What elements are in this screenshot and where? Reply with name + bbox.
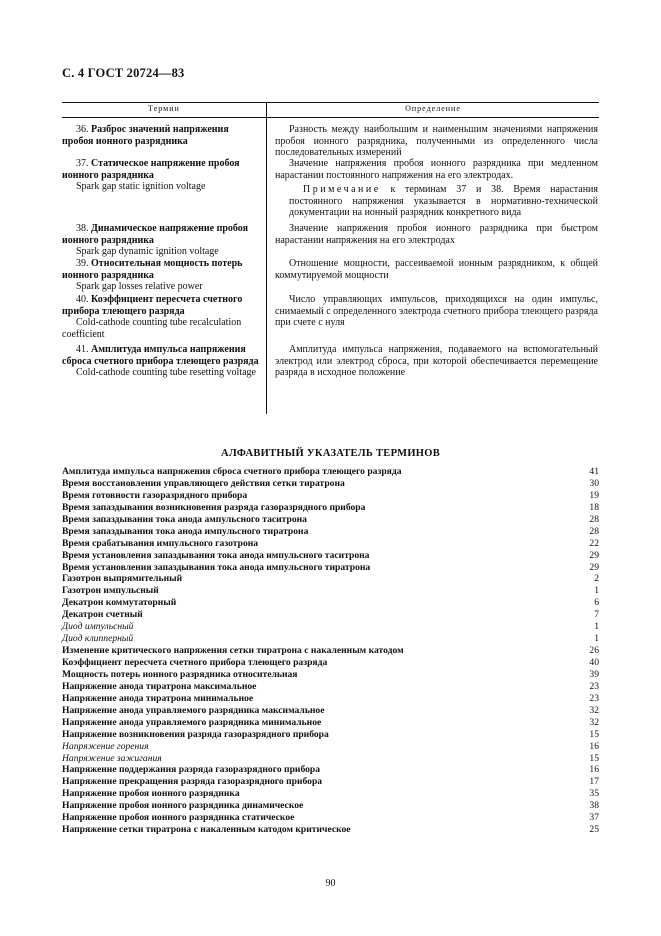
table-column-divider (266, 117, 267, 414)
index-entry-number: 7 (594, 609, 599, 621)
index-entry (62, 466, 599, 478)
term-text: Относительная мощность потерь ионного разрядника (62, 258, 243, 281)
term-40 (62, 294, 262, 340)
index-entry-label: Диод импульсный (62, 621, 134, 633)
index-entry (62, 562, 599, 574)
index-entry-label: Время запаздывания возникновения разряда газоразрядного прибора (62, 501, 366, 513)
index-entry (62, 776, 599, 788)
term-english: Spark gap losses relative power (76, 281, 203, 292)
index-entry-label: Декатрон счетный (62, 609, 143, 621)
index-entry-number: 15 (589, 728, 599, 740)
term-38 (62, 223, 262, 258)
index-entry (62, 621, 599, 633)
term-37 (62, 158, 262, 193)
index-entry (62, 573, 599, 585)
index-entry-label: Время запаздывания тока анода ампульсного таситрона (62, 513, 307, 525)
index-entry (62, 681, 599, 693)
index-entry (62, 705, 599, 717)
index-entry-number: 16 (589, 764, 599, 776)
index-entry-number: 23 (589, 680, 599, 692)
index-entry (62, 764, 599, 776)
index-entry (62, 657, 599, 669)
column-header-term: Термин (148, 104, 180, 113)
index-entry-number: 19 (589, 489, 599, 501)
index-entry-number: 22 (589, 537, 599, 549)
index-entry (62, 717, 599, 729)
index-entry (62, 824, 599, 836)
index-entry-label: Напряжение анода тиратрона максимальное (62, 680, 257, 692)
index-entry-number: 40 (589, 657, 599, 668)
page-header: С. 4 ГОСТ 20724—83 (62, 66, 185, 80)
index-entry (62, 753, 599, 765)
index-list (62, 466, 599, 836)
index-entry (62, 729, 599, 741)
index-entry-label: Декатрон коммутаторный (62, 597, 177, 609)
index-entry-number: 39 (589, 668, 599, 680)
index-entry (62, 800, 599, 812)
index-entry-label: Газотрон импульсный (62, 585, 159, 597)
note-text: к терминам 37 и 38. Время нарастания постоянного напряжения указывается в нормативно-технической документации на ионный разрядник конкретного вида (289, 184, 598, 218)
index-entry-number: 17 (589, 776, 599, 788)
index-entry-number: 1 (594, 621, 599, 633)
index-entry-label: Время срабатывания импульсного газотрона (62, 537, 259, 549)
index-entry (62, 609, 599, 621)
definition-39: Отношение мощности, рассеиваемой ионным разрядником, к общей коммутируемой мощности (275, 258, 598, 281)
index-entry-number: 32 (589, 716, 599, 728)
index-entry-label: Напряжение возникновения разряда газоразрядного прибора (62, 728, 329, 740)
index-entry-number: 28 (589, 525, 599, 537)
index-entry (62, 502, 599, 514)
term-text: Разброс значений напряжения пробоя ионного разрядника (62, 124, 229, 147)
index-entry-label: Напряжение зажигания (62, 752, 162, 764)
term-number: 37. (76, 158, 89, 169)
table-header-rule (62, 117, 599, 118)
column-header-definition: Определение (405, 104, 461, 113)
index-entry-label: Коэффициент пересчета счетного прибора тлеющего разряда (62, 657, 328, 668)
index-entry-number: 15 (589, 752, 599, 764)
index-entry (62, 550, 599, 562)
index-entry (62, 585, 599, 597)
index-entry (62, 669, 599, 681)
index-entry-label: Время готовности газоразрядного прибора (62, 489, 248, 501)
index-entry (62, 490, 599, 502)
index-entry-label: Диод клипперный (62, 633, 134, 645)
index-entry-label: Напряжение пробоя ионного разрядника (62, 788, 240, 800)
index-entry-number: 29 (589, 549, 599, 561)
term-41 (62, 344, 262, 379)
index-entry (62, 597, 599, 609)
table-top-rule (62, 102, 599, 103)
index-entry-number: 35 (589, 788, 599, 800)
index-entry-number: 29 (589, 561, 599, 573)
index-entry-label: Напряжение прекращения разряда газоразрядного прибора (62, 776, 323, 788)
index-entry-label: Напряжение сетки тиратрона с накаленным катодом критическое (62, 824, 351, 836)
index-entry-label: Напряжение анода управляемого разрядника минимальное (62, 716, 322, 728)
index-entry (62, 812, 599, 824)
index-entry-label: Время установления запаздывания тока анода импульсного таситрона (62, 549, 370, 561)
index-entry-label: Напряжение горения (62, 740, 149, 752)
index-entry-label: Время восстановления управляющего действия сетки тиратрона (62, 477, 345, 489)
term-english: Spark gap dynamic ignition voltage (76, 246, 219, 257)
index-entry (62, 478, 599, 490)
term-number: 38. (76, 223, 89, 234)
term-text: Коэффициент пересчета счетного прибора тлеющего разряда (62, 294, 243, 317)
index-entry-number: 28 (589, 513, 599, 525)
definition-41: Амплитуда импульса напряжения, подаваемого на вспомогательный электрод или электрод сброса, при которой обеспечивается перемещение разряда в исходное положение (275, 344, 598, 378)
term-number: 39. (76, 258, 89, 269)
index-entry-number: 1 (594, 633, 599, 645)
index-entry (62, 514, 599, 526)
term-text: Статическое напряжение пробоя ионного разрядника (62, 158, 240, 181)
definition-38: Значение напряжения пробоя ионного разрядника при быстром нарастании напряжения на его электродах (275, 223, 598, 246)
term-english: Spark gap static ignition voltage (76, 181, 206, 192)
index-entry-number: 18 (589, 501, 599, 513)
index-entry-number: 25 (589, 824, 599, 836)
index-entry-label: Газотрон выпрямительный (62, 573, 183, 585)
index-entry-number: 16 (589, 740, 599, 752)
index-entry-number: 26 (589, 645, 599, 657)
index-entry (62, 693, 599, 705)
index-entry-label: Амплитуда импульса напряжения сброса счетного прибора тлеющего разряда (62, 466, 402, 477)
index-entry (62, 741, 599, 753)
term-number: 36. (76, 124, 89, 135)
index-entry-label: Напряжение пробоя ионного разрядника динамическое (62, 800, 304, 812)
index-entry-label: Время запаздывания тока анода импульсного тиратрона (62, 525, 309, 537)
index-entry-label: Напряжение анода тиратрона минимальное (62, 692, 254, 704)
term-text: Динамическое напряжение пробоя ионного разрядника (62, 223, 248, 246)
term-number: 41. (76, 344, 89, 355)
definition-40: Число управляющих импульсов, приходящихся на один импульс, снимаемый с определенного электрода счетного прибора тлеющего разряда при счете с нуля (275, 294, 598, 328)
definition-37: Значение напряжения пробоя ионного разрядника при медленном нарастании постоянного напряжения на его электродах. (275, 158, 598, 181)
index-entry (62, 645, 599, 657)
index-title: АЛФАВИТНЫЙ УКАЗАТЕЛЬ ТЕРМИНОВ (220, 448, 441, 459)
note-37-38 (275, 184, 598, 219)
term-text: Амплитуда импульса напряжения сброса счетного прибора тлеющего разряда (62, 344, 259, 367)
note-label: Примечание (303, 184, 381, 195)
index-entry (62, 633, 599, 645)
index-entry-number: 1 (594, 585, 599, 597)
index-entry-label: Напряжение пробоя ионного разрядника статическое (62, 812, 295, 824)
index-entry-number: 32 (589, 704, 599, 716)
term-39 (62, 258, 262, 293)
definition-36: Разность между наибольшим и наименьшим значениями напряжения пробоя ионного разрядника, полученными из определенного числа последовательных измерений (275, 124, 598, 158)
index-entry-number: 2 (594, 573, 599, 585)
term-number: 40. (76, 294, 89, 305)
term-english: Cold-cathode counting tube resetting voltage (76, 367, 256, 378)
index-entry-label: Изменение критического напряжения сетки тиратрона с накаленным катодом (62, 645, 404, 657)
term-english: Cold-cathode counting tube recalculation coefficient (62, 317, 242, 340)
index-entry-number: 6 (594, 597, 599, 609)
index-entry (62, 538, 599, 550)
index-entry-label: Напряжение поддержания разряда газоразрядного прибора (62, 764, 321, 776)
index-entry-number: 38 (589, 800, 599, 812)
index-entry-label: Время установления запаздывания тока анода импульсного тиратрона (62, 561, 371, 573)
index-entry-number: 23 (589, 692, 599, 704)
index-entry-number: 37 (589, 812, 599, 824)
index-entry-number: 30 (589, 477, 599, 489)
index-entry (62, 526, 599, 538)
index-entry (62, 788, 599, 800)
page-number: 90 (325, 878, 336, 889)
index-entry-label: Напряжение анода управляемого разрядника максимальное (62, 704, 325, 716)
index-entry-label: Мощность потерь ионного разрядника относительная (62, 668, 298, 680)
index-entry-number: 41 (589, 466, 599, 477)
term-36 (62, 124, 262, 147)
